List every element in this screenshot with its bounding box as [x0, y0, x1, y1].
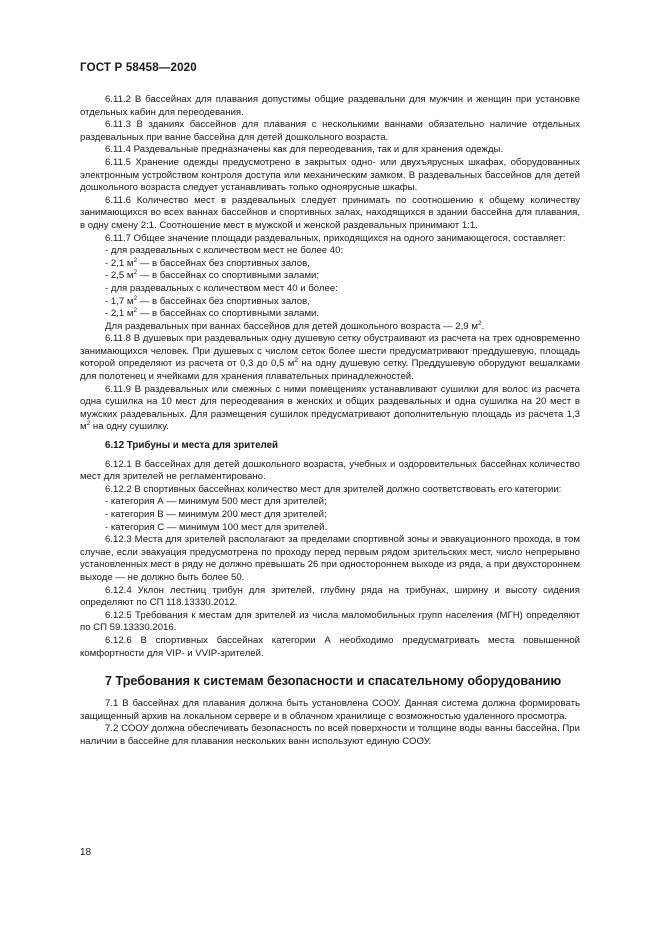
list-item: - 2,1 $м^2$ — в бассейнах со спортивными залами. — [105, 307, 320, 320]
paragraph-6-11-6: 6.11.6 Количество мест в раздевальных следует принимать по соотношению к общему количеству занимающихся во всех ваннах бассейнов и спортивных залах, находящихся в здании бассейна для плавания, в одну смену 2:1. Соотношение мест в мужской и женской раздевальных принимают 1:1. — [80, 194, 580, 231]
paragraph-7-2: 7.2 СООУ должна обеспечивать безопасность по всей поверхности и толщине воды ванны бассейна. При наличии в бассейне для плавания нескольких ванн используют единую СООУ. — [80, 723, 580, 747]
list-item: - 2,5 $м^2$ — в бассейнах со спортивными залами; — [105, 269, 320, 282]
paragraph-6-11-2: 6.11.2 В бассейнах для плавания допустимы общие раздевальни для мужчин и женщин при установке отдельных кабин для переодевания. — [80, 94, 580, 118]
paragraph-6-11-9: 6.11.9 В раздевальных или смежных с ними помещениях устанавливают сушилки для волос из расчета одна сушилка на 10 мест для переодевания в женских и общих раздевальных и одна сушилка на 20 мест в мужских раздевальных. Для размещения сушилок предусматривают дополнительную площадь из расчета 1,3 $м^2$ на одну сушилку. — [80, 383, 580, 433]
paragraph-6-11-7: 6.11.7 Общее значение площади раздевальных, приходящихся на одного занимающегося, составляет: — [105, 232, 566, 244]
document-body — [80, 94, 580, 749]
document-header: ГОСТ Р 58458—2020 — [80, 62, 197, 74]
paragraph-6-11-5: 6.11.5 Хранение одежды предусмотрено в закрытых одно- или двухъярусных шкафах, оборудованных электронным устройством контроля доступа или механическим замком. В раздевальных бассейнов для детей дошкольного возраста следует устанавливать только одноярусные шкафы. — [80, 156, 580, 194]
paragraph-6-12-6: 6.12.6 В спортивных бассейнах категории А необходимо предусматривать места повышенной комфортности для VIP- и VVIP-зрителей. — [80, 634, 580, 659]
list-item: - категория С — минимум 100 мест для зрителей. — [105, 521, 328, 533]
chapter-heading-7: 7 Требования к системам безопасности и спасательному оборудованию — [105, 674, 562, 689]
paragraph-6-12-2: 6.12.2 В спортивных бассейнах количество мест для зрителей должно соответствовать его категории: — [105, 483, 562, 495]
list-item: - для раздевальных с количеством мест 40 и более: — [105, 282, 338, 294]
paragraph-6-11-8: 6.11.8 В душевых при раздевальных одну душевую сетку обустраивают из расчета на трех одновременно занимающихся человек. При душевых с числом сеток более шести предусматривают преддушевую, площадь которой определяют из расчета от 0,3 до 0,5 $м^2$ на одну душевую сетку. Преддушевую оборудуют вешалками для полотенец и ячейками для хранения плавательных принадлежностей. — [80, 333, 580, 383]
paragraph-6-11-3: 6.11.3 В зданиях бассейнов для плавания с несколькими ваннами обязательно наличие отдельных раздевальных при ванне бассейна для детей дошкольного возраста. — [80, 119, 580, 143]
list-item: - для раздевальных с количеством мест не более 40: — [105, 245, 344, 257]
paragraph-6-12-4: 6.12.4 Уклон лестниц трибун для зрителей, глубину ряда на трибунах, ширину и высоту сидения определяют по СП 118.13330.2012. — [80, 584, 580, 609]
list-item: - 1,7 $м^2$ — в бассейнах без спортивных залов, — [105, 294, 310, 307]
list-item: - категория А — минимум 500 мест для зрителей; — [105, 496, 327, 508]
list-item: - категория В — минимум 200 мест для зрителей; — [105, 509, 327, 520]
section-heading-6-12: 6.12 Трибуны и места для зрителей — [105, 440, 279, 452]
page-number: 18 — [80, 847, 92, 858]
list-item: - 2,1 $м^2$ — в бассейнах без спортивных залов, — [105, 256, 310, 269]
paragraph-6-12-1: 6.12.1 В бассейнах для детей дошкольного возраста, учебных и оздоровительных бассейнах количество мест для зрителей не регламентировано. — [80, 458, 580, 483]
paragraph-6-11-4: 6.11.4 Раздевальные предназначены как для переодевания, так и для хранения одежды. — [105, 144, 504, 156]
paragraph-6-12-5: 6.12.5 Требования к местам для зрителей из числа маломобильных групп населения (МГН) определяют по СП 59.13330.2016. — [80, 609, 580, 634]
list-item: Для раздевальных при ваннах бассейнов для детей дошкольного возраста — 2,9 $м^2$. — [105, 319, 485, 332]
paragraph-6-12-3: 6.12.3 Места для зрителей располагают за пределами спортивной зоны и эвакуационного прохода, в том случае, если эвакуация предусмотрена по проходу перед первым рядом зрительских мест, число непрерывно установленных мест в ряду не должно превышать 26 при одностороннем выходе из ряда, а при двухстороннем выходе — не должно быть более 50. — [80, 534, 580, 583]
paragraph-7-1: 7.1 В бассейнах для плавания должна быть установлена СООУ. Данная система должна формировать защищенный архив на локальном сервере и в облачном хранилище с возможностью удаленного просмотра. — [80, 698, 580, 722]
